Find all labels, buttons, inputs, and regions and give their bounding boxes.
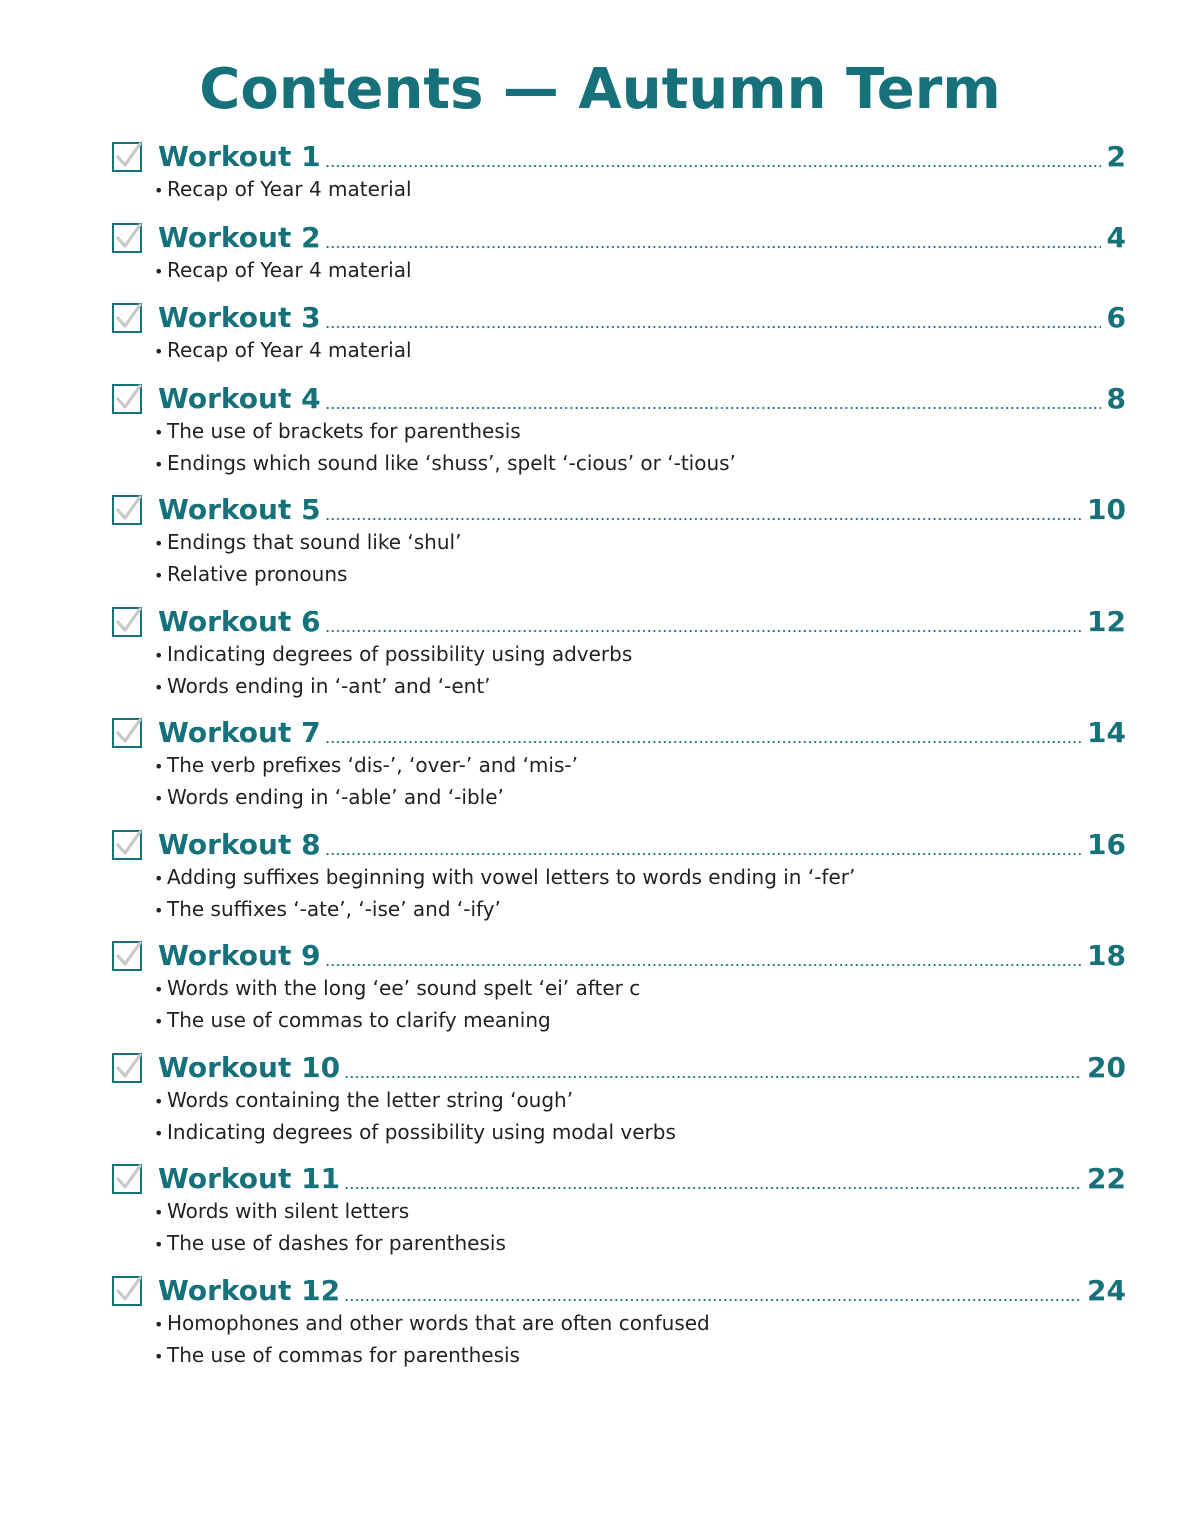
page-number: 2	[1106, 140, 1126, 173]
entry-heading	[110, 297, 1130, 339]
topic-item	[154, 973, 640, 1005]
checkbox-tick-icon[interactable]	[112, 1162, 144, 1194]
entry-heading	[110, 1270, 1130, 1312]
topic-list	[154, 416, 736, 480]
page-number: 18	[1087, 939, 1126, 972]
page-number: 6	[1106, 301, 1126, 334]
topic-text: Words with silent letters	[167, 1199, 410, 1223]
bullet-icon: •	[154, 181, 164, 200]
topic-text: Indicating degrees of possibility using modal verbs	[167, 1119, 676, 1144]
checkbox-tick-icon[interactable]	[112, 828, 144, 860]
checkbox-tick-icon[interactable]	[112, 1051, 144, 1083]
bullet-icon: •	[154, 645, 164, 665]
bullet-icon: •	[154, 789, 164, 808]
page-number: 20	[1087, 1050, 1126, 1084]
bullet-icon: •	[154, 677, 164, 697]
page-number: 14	[1087, 716, 1126, 749]
workout-title: Workout 6	[158, 604, 321, 638]
topic-text: Recap of Year 4 material	[167, 338, 412, 362]
topic-text: Recap of Year 4 material	[167, 257, 412, 282]
topic-item	[154, 416, 736, 448]
bullet-icon: •	[154, 900, 164, 920]
topic-list	[154, 1196, 506, 1260]
dot-leader	[325, 601, 1081, 643]
entry-heading	[110, 378, 1130, 420]
workout-title: Workout 3	[158, 301, 321, 334]
entry-heading	[110, 489, 1130, 531]
bullet-icon: •	[154, 980, 164, 999]
topic-list	[154, 174, 412, 206]
topic-text: Endings which sound like ‘shuss’, spelt ‘-cious’ or ‘-tious’	[167, 450, 736, 475]
page-number: 12	[1087, 604, 1126, 638]
topic-list	[154, 862, 855, 926]
topic-list	[154, 527, 461, 591]
contents-entry	[110, 136, 1130, 217]
dot-leader	[325, 824, 1081, 866]
topic-item	[154, 448, 736, 480]
dot-leader	[325, 378, 1101, 420]
topic-text: Words with the long ‘ee’ sound spelt ‘ei’ after c	[167, 976, 641, 1000]
bullet-icon: •	[154, 1314, 164, 1334]
contents-entry	[110, 601, 1130, 713]
dot-leader	[325, 935, 1081, 977]
checkbox-tick-icon[interactable]	[112, 1274, 144, 1306]
topic-item	[154, 1340, 710, 1372]
topic-item	[154, 1196, 506, 1228]
contents-entry	[110, 217, 1130, 298]
checkbox-tick-icon[interactable]	[112, 382, 144, 414]
dot-leader	[344, 1270, 1081, 1312]
topic-text: The use of dashes for parenthesis	[167, 1231, 506, 1255]
checkbox-tick-icon[interactable]	[112, 221, 144, 253]
entry-heading	[110, 1158, 1130, 1200]
topic-text: Words ending in ‘-able’ and ‘-ible’	[167, 785, 504, 809]
topic-text: Words ending in ‘-ant’ and ‘-ent’	[167, 673, 491, 698]
topic-item	[154, 862, 855, 894]
dot-leader	[344, 1047, 1081, 1089]
workout-title: Workout 10	[158, 1050, 341, 1084]
workout-title: Workout 1	[158, 140, 321, 173]
topic-item	[154, 750, 578, 782]
topic-item	[154, 174, 412, 206]
checkbox-tick-icon[interactable]	[112, 939, 144, 971]
contents-entry	[110, 712, 1130, 824]
bullet-icon: •	[154, 1235, 164, 1254]
topic-item	[154, 782, 578, 814]
contents-entry	[110, 1047, 1130, 1159]
entry-heading	[110, 935, 1130, 977]
topic-text: The use of commas to clarify meaning	[167, 1008, 551, 1032]
topic-item	[154, 1117, 676, 1149]
topic-item	[154, 559, 461, 591]
topic-text: Indicating degrees of possibility using adverbs	[167, 641, 633, 666]
bullet-icon: •	[154, 1203, 164, 1222]
dot-leader	[344, 1158, 1081, 1200]
dot-leader	[325, 712, 1081, 754]
topic-item	[154, 639, 632, 671]
topic-item	[154, 1085, 676, 1117]
workout-title: Workout 7	[158, 716, 321, 749]
topic-list	[154, 255, 412, 287]
workout-title: Workout 8	[158, 827, 321, 861]
contents-entry	[110, 824, 1130, 936]
bullet-icon: •	[154, 422, 164, 442]
contents-entry	[110, 935, 1130, 1047]
topic-list	[154, 750, 578, 814]
checkbox-tick-icon[interactable]	[112, 716, 144, 748]
entry-heading	[110, 217, 1130, 259]
page-title: Contents — Autumn Term	[199, 57, 1001, 122]
topic-text: Homophones and other words that are often confused	[167, 1310, 710, 1335]
bullet-icon: •	[154, 1012, 164, 1031]
workout-title: Workout 9	[158, 939, 321, 972]
checkbox-tick-icon[interactable]	[112, 140, 144, 172]
workout-title: Workout 4	[158, 381, 321, 415]
page-number: 22	[1087, 1162, 1126, 1195]
bullet-icon: •	[154, 261, 164, 281]
topic-item	[154, 894, 855, 926]
topic-item	[154, 1308, 710, 1340]
entry-heading	[110, 712, 1130, 754]
topic-text: The use of brackets for parenthesis	[167, 418, 521, 443]
workout-title: Workout 11	[158, 1162, 341, 1195]
bullet-icon: •	[154, 342, 164, 361]
workout-title: Workout 12	[158, 1273, 341, 1307]
entry-heading	[110, 136, 1130, 178]
topic-item	[154, 671, 632, 703]
topic-text: Relative pronouns	[167, 562, 348, 586]
topic-list	[154, 639, 632, 703]
bullet-icon: •	[154, 757, 164, 776]
page-number: 4	[1106, 220, 1126, 254]
workout-title: Workout 5	[158, 493, 321, 526]
topic-item	[154, 335, 412, 367]
topic-text: Recap of Year 4 material	[167, 177, 412, 201]
topic-item	[154, 1005, 640, 1037]
checkbox-tick-icon[interactable]	[112, 605, 144, 637]
page-number: 10	[1087, 493, 1126, 526]
page-number: 16	[1087, 827, 1126, 861]
entry-heading	[110, 824, 1130, 866]
bullet-icon: •	[154, 454, 164, 474]
bullet-icon: •	[154, 566, 164, 585]
workout-title: Workout 2	[158, 220, 321, 254]
topic-list	[154, 1085, 676, 1149]
bullet-icon: •	[154, 1346, 164, 1366]
topic-text: Adding suffixes beginning with vowel letters to words ending in ‘-fer’	[167, 864, 856, 889]
dot-leader	[325, 217, 1101, 259]
dot-leader	[325, 297, 1101, 339]
entry-heading	[110, 601, 1130, 643]
topic-text: Endings that sound like ‘shul’	[167, 530, 462, 554]
page-number: 8	[1106, 381, 1126, 415]
topic-list	[154, 335, 412, 367]
dot-leader	[325, 489, 1081, 531]
checkbox-tick-icon[interactable]	[112, 301, 144, 333]
contents-entry	[110, 489, 1130, 601]
topic-text: The use of commas for parenthesis	[167, 1342, 520, 1367]
page-number: 24	[1087, 1273, 1126, 1307]
bullet-icon: •	[154, 534, 164, 553]
topic-item	[154, 527, 461, 559]
bullet-icon: •	[154, 1123, 164, 1143]
topic-text: The suffixes ‘-ate’, ‘-ise’ and ‘-ify’	[167, 896, 501, 921]
checkbox-tick-icon[interactable]	[112, 493, 144, 525]
contents-list	[110, 136, 1130, 1381]
topic-list	[154, 973, 640, 1037]
bullet-icon: •	[154, 868, 164, 888]
contents-entry	[110, 1158, 1130, 1270]
topic-list	[154, 1308, 710, 1372]
dot-leader	[325, 136, 1101, 178]
contents-entry	[110, 378, 1130, 490]
entry-heading	[110, 1047, 1130, 1089]
contents-entry	[110, 1270, 1130, 1382]
topic-text: The verb prefixes ‘dis-’, ‘over-’ and ‘mis-’	[167, 753, 578, 777]
bullet-icon: •	[154, 1091, 164, 1111]
contents-entry	[110, 297, 1130, 378]
topic-item	[154, 255, 412, 287]
topic-item	[154, 1228, 506, 1260]
topic-text: Words containing the letter string ‘ough’	[167, 1087, 574, 1112]
